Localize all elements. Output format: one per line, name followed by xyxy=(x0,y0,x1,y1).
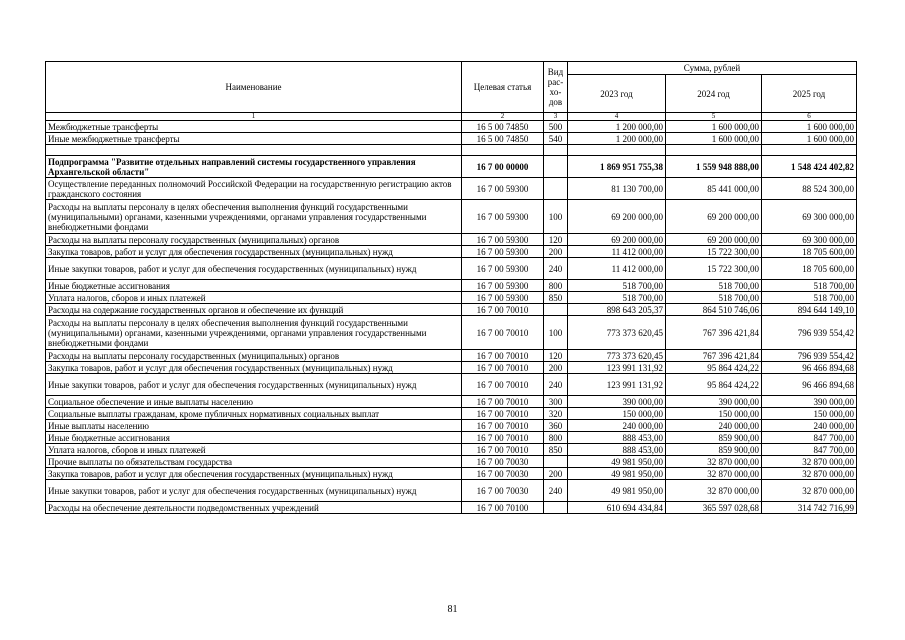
row-sum-2024: 518 700,00 xyxy=(666,292,762,304)
page-number: 81 xyxy=(447,604,458,615)
header-year-2023: 2023 год xyxy=(568,75,666,113)
header-target-article: Целевая статья xyxy=(462,62,544,113)
row-name: Социальные выплаты гражданам, кроме публичных нормативных социальных выплат xyxy=(46,408,462,420)
row-expense-type: 240 xyxy=(544,374,568,396)
row-expense-type: 200 xyxy=(544,362,568,374)
row-expense-type: 120 xyxy=(544,234,568,246)
row-expense-type xyxy=(544,456,568,468)
row-sum-2025: 18 705 600,00 xyxy=(762,258,857,280)
row-sum-2024: 32 870 000,00 xyxy=(666,480,762,502)
table-row xyxy=(46,456,857,468)
row-sum-2025: 1 548 424 402,82 xyxy=(762,156,857,178)
table-row xyxy=(46,280,857,292)
row-target-article: 16 7 00 59300 xyxy=(462,178,544,200)
row-sum-2023: 773 373 620,45 xyxy=(568,316,666,350)
row-sum-2023: 123 991 131,92 xyxy=(568,374,666,396)
table-row xyxy=(46,362,857,374)
row-expense-type: 320 xyxy=(544,408,568,420)
empty-cell xyxy=(46,145,462,156)
row-expense-type: 360 xyxy=(544,420,568,432)
row-sum-2024: 15 722 300,00 xyxy=(666,246,762,258)
table-row xyxy=(46,432,857,444)
row-sum-2024: 767 396 421,84 xyxy=(666,350,762,362)
row-expense-type: 540 xyxy=(544,133,568,145)
spacer-row xyxy=(46,145,857,156)
row-name: Расходы на выплаты персоналу государственных (муниципальных) органов xyxy=(46,350,462,362)
row-target-article: 16 7 00 70010 xyxy=(462,432,544,444)
row-name: Расходы на обеспечение деятельности подведомственных учреждений xyxy=(46,502,462,514)
row-expense-type: 200 xyxy=(544,468,568,480)
table-row xyxy=(46,258,857,280)
row-sum-2024: 859 900,00 xyxy=(666,444,762,456)
row-target-article: 16 7 00 70010 xyxy=(462,408,544,420)
row-sum-2023: 11 412 000,00 xyxy=(568,258,666,280)
table-row xyxy=(46,121,857,133)
empty-cell xyxy=(762,145,857,156)
row-sum-2025: 894 644 149,10 xyxy=(762,304,857,316)
column-number: 6 xyxy=(762,113,857,121)
row-sum-2025: 32 870 000,00 xyxy=(762,480,857,502)
header-expense-type: Вид рас-хо-дов xyxy=(544,62,568,113)
table-row xyxy=(46,468,857,480)
row-sum-2024: 1 600 000,00 xyxy=(666,133,762,145)
row-name: Прочие выплаты по обязательствам государства xyxy=(46,456,462,468)
budget-table xyxy=(45,61,857,514)
row-sum-2025: 847 700,00 xyxy=(762,432,857,444)
table-row xyxy=(46,156,857,178)
row-target-article: 16 7 00 70100 xyxy=(462,502,544,514)
header-year-2024: 2024 год xyxy=(666,75,762,113)
table-row xyxy=(46,502,857,514)
row-sum-2023: 81 130 700,00 xyxy=(568,178,666,200)
empty-cell xyxy=(666,145,762,156)
row-target-article: 16 5 00 74850 xyxy=(462,121,544,133)
table-row xyxy=(46,316,857,350)
row-sum-2023: 11 412 000,00 xyxy=(568,246,666,258)
row-name: Иные закупки товаров, работ и услуг для обеспечения государственных (муниципальных) нужд xyxy=(46,480,462,502)
row-expense-type: 500 xyxy=(544,121,568,133)
row-sum-2023: 610 694 434,84 xyxy=(568,502,666,514)
table-row xyxy=(46,408,857,420)
row-name: Иные бюджетные ассигнования xyxy=(46,280,462,292)
table-row xyxy=(46,350,857,362)
table-row xyxy=(46,480,857,502)
row-expense-type: 850 xyxy=(544,292,568,304)
row-expense-type: 240 xyxy=(544,480,568,502)
row-sum-2025: 518 700,00 xyxy=(762,280,857,292)
row-name: Расходы на выплаты персоналу государственных (муниципальных) органов xyxy=(46,234,462,246)
empty-cell xyxy=(544,145,568,156)
row-expense-type xyxy=(544,502,568,514)
row-expense-type xyxy=(544,178,568,200)
row-sum-2025: 96 466 894,68 xyxy=(762,374,857,396)
row-sum-2023: 518 700,00 xyxy=(568,292,666,304)
row-target-article: 16 7 00 70030 xyxy=(462,480,544,502)
row-expense-type: 240 xyxy=(544,258,568,280)
row-sum-2024: 85 441 000,00 xyxy=(666,178,762,200)
row-name: Межбюджетные трансферты xyxy=(46,121,462,133)
row-sum-2023: 898 643 205,37 xyxy=(568,304,666,316)
row-sum-2024: 1 559 948 888,00 xyxy=(666,156,762,178)
row-sum-2024: 150 000,00 xyxy=(666,408,762,420)
row-sum-2025: 32 870 000,00 xyxy=(762,456,857,468)
row-sum-2024: 859 900,00 xyxy=(666,432,762,444)
row-target-article: 16 7 00 59300 xyxy=(462,246,544,258)
row-target-article: 16 7 00 70010 xyxy=(462,396,544,408)
column-number: 1 xyxy=(46,113,462,121)
row-target-article: 16 7 00 00000 xyxy=(462,156,544,178)
row-sum-2025: 518 700,00 xyxy=(762,292,857,304)
row-sum-2023: 240 000,00 xyxy=(568,420,666,432)
row-sum-2024: 390 000,00 xyxy=(666,396,762,408)
row-sum-2024: 365 597 028,68 xyxy=(666,502,762,514)
row-sum-2023: 1 869 951 755,38 xyxy=(568,156,666,178)
row-sum-2025: 96 466 894,68 xyxy=(762,362,857,374)
row-sum-2024: 864 510 746,06 xyxy=(666,304,762,316)
row-sum-2025: 18 705 600,00 xyxy=(762,246,857,258)
row-sum-2023: 123 991 131,92 xyxy=(568,362,666,374)
row-target-article: 16 7 00 59300 xyxy=(462,200,544,234)
header-name: Наименование xyxy=(46,62,462,113)
row-expense-type: 800 xyxy=(544,432,568,444)
row-target-article: 16 7 00 70030 xyxy=(462,456,544,468)
row-name: Расходы на выплаты персоналу в целях обеспечения выполнения функций государственными (муниципальными) органами, казенными учреждениями, органами управления государственными внебюджетными фондами xyxy=(46,316,462,350)
row-target-article: 16 7 00 59300 xyxy=(462,234,544,246)
row-name: Расходы на содержание государственных органов и обеспечение их функций xyxy=(46,304,462,316)
table-row xyxy=(46,234,857,246)
row-name: Уплата налогов, сборов и иных платежей xyxy=(46,444,462,456)
table-row xyxy=(46,200,857,234)
row-sum-2025: 150 000,00 xyxy=(762,408,857,420)
row-expense-type xyxy=(544,156,568,178)
row-sum-2025: 314 742 716,99 xyxy=(762,502,857,514)
column-number: 3 xyxy=(544,113,568,121)
row-sum-2023: 69 200 000,00 xyxy=(568,200,666,234)
row-sum-2023: 1 200 000,00 xyxy=(568,121,666,133)
row-target-article: 16 7 00 59300 xyxy=(462,292,544,304)
row-target-article: 16 5 00 74850 xyxy=(462,133,544,145)
table-row xyxy=(46,292,857,304)
row-target-article: 16 7 00 70010 xyxy=(462,304,544,316)
empty-cell xyxy=(462,145,544,156)
row-target-article: 16 7 00 70010 xyxy=(462,420,544,432)
row-sum-2023: 1 200 000,00 xyxy=(568,133,666,145)
row-sum-2023: 69 200 000,00 xyxy=(568,234,666,246)
header-year-2025: 2025 год xyxy=(762,75,857,113)
row-sum-2025: 847 700,00 xyxy=(762,444,857,456)
row-expense-type: 100 xyxy=(544,200,568,234)
row-target-article: 16 7 00 59300 xyxy=(462,280,544,292)
row-sum-2025: 240 000,00 xyxy=(762,420,857,432)
row-name: Закупка товаров, работ и услуг для обеспечения государственных (муниципальных) нужд xyxy=(46,362,462,374)
row-sum-2025: 390 000,00 xyxy=(762,396,857,408)
row-name: Иные выплаты населению xyxy=(46,420,462,432)
row-expense-type: 850 xyxy=(544,444,568,456)
row-expense-type: 200 xyxy=(544,246,568,258)
row-sum-2023: 518 700,00 xyxy=(568,280,666,292)
row-target-article: 16 7 00 70010 xyxy=(462,350,544,362)
table-row xyxy=(46,396,857,408)
row-target-article: 16 7 00 70010 xyxy=(462,362,544,374)
column-number: 2 xyxy=(462,113,544,121)
row-sum-2024: 69 200 000,00 xyxy=(666,200,762,234)
row-sum-2024: 95 864 424,22 xyxy=(666,374,762,396)
row-expense-type: 300 xyxy=(544,396,568,408)
row-target-article: 16 7 00 70010 xyxy=(462,374,544,396)
row-target-article: 16 7 00 70030 xyxy=(462,468,544,480)
row-name: Иные бюджетные ассигнования xyxy=(46,432,462,444)
row-sum-2024: 32 870 000,00 xyxy=(666,468,762,480)
row-name: Закупка товаров, работ и услуг для обеспечения государственных (муниципальных) нужд xyxy=(46,468,462,480)
row-sum-2024: 32 870 000,00 xyxy=(666,456,762,468)
row-sum-2025: 1 600 000,00 xyxy=(762,133,857,145)
row-name: Осуществление переданных полномочий Российской Федерации на государственную регистрацию актов гражданского состояния xyxy=(46,178,462,200)
row-target-article: 16 7 00 70010 xyxy=(462,316,544,350)
row-name: Иные закупки товаров, работ и услуг для обеспечения государственных (муниципальных) нужд xyxy=(46,258,462,280)
row-sum-2023: 773 373 620,45 xyxy=(568,350,666,362)
row-name: Подпрограмма "Развитие отдельных направлений системы государственного управления Архангельской области" xyxy=(46,156,462,178)
table-row xyxy=(46,178,857,200)
row-sum-2024: 95 864 424,22 xyxy=(666,362,762,374)
row-name: Расходы на выплаты персоналу в целях обеспечения выполнения функций государственными (муниципальными) органами, казенными учреждениями, органами управления государственными внебюджетными фондами xyxy=(46,200,462,234)
row-name: Уплата налогов, сборов и иных платежей xyxy=(46,292,462,304)
row-expense-type: 120 xyxy=(544,350,568,362)
row-expense-type: 100 xyxy=(544,316,568,350)
row-sum-2023: 150 000,00 xyxy=(568,408,666,420)
table-row xyxy=(46,133,857,145)
table-row xyxy=(46,304,857,316)
column-numbers-row xyxy=(46,113,857,121)
row-sum-2025: 32 870 000,00 xyxy=(762,468,857,480)
row-sum-2024: 767 396 421,84 xyxy=(666,316,762,350)
row-name: Закупка товаров, работ и услуг для обеспечения государственных (муниципальных) нужд xyxy=(46,246,462,258)
row-expense-type xyxy=(544,304,568,316)
row-sum-2024: 15 722 300,00 xyxy=(666,258,762,280)
table-row xyxy=(46,246,857,258)
row-name: Социальное обеспечение и иные выплаты населению xyxy=(46,396,462,408)
table-row xyxy=(46,374,857,396)
table-row xyxy=(46,444,857,456)
row-sum-2024: 1 600 000,00 xyxy=(666,121,762,133)
row-name: Иные межбюджетные трансферты xyxy=(46,133,462,145)
row-sum-2024: 240 000,00 xyxy=(666,420,762,432)
column-number: 5 xyxy=(666,113,762,121)
row-sum-2025: 796 939 554,42 xyxy=(762,316,857,350)
empty-cell xyxy=(568,145,666,156)
row-sum-2025: 69 300 000,00 xyxy=(762,200,857,234)
row-sum-2025: 1 600 000,00 xyxy=(762,121,857,133)
row-sum-2024: 69 200 000,00 xyxy=(666,234,762,246)
row-sum-2023: 888 453,00 xyxy=(568,432,666,444)
row-target-article: 16 7 00 59300 xyxy=(462,258,544,280)
table-body xyxy=(46,121,857,514)
row-name: Иные закупки товаров, работ и услуг для обеспечения государственных (муниципальных) нужд xyxy=(46,374,462,396)
row-sum-2023: 888 453,00 xyxy=(568,444,666,456)
row-sum-2025: 796 939 554,42 xyxy=(762,350,857,362)
row-sum-2025: 88 524 300,00 xyxy=(762,178,857,200)
column-number: 4 xyxy=(568,113,666,121)
row-sum-2023: 49 981 950,00 xyxy=(568,480,666,502)
row-target-article: 16 7 00 70010 xyxy=(462,444,544,456)
table-row xyxy=(46,420,857,432)
row-expense-type: 800 xyxy=(544,280,568,292)
row-sum-2025: 69 300 000,00 xyxy=(762,234,857,246)
row-sum-2024: 518 700,00 xyxy=(666,280,762,292)
row-sum-2023: 49 981 950,00 xyxy=(568,468,666,480)
row-sum-2023: 49 981 950,00 xyxy=(568,456,666,468)
row-sum-2023: 390 000,00 xyxy=(568,396,666,408)
header-sum: Сумма, рублей xyxy=(568,62,857,75)
